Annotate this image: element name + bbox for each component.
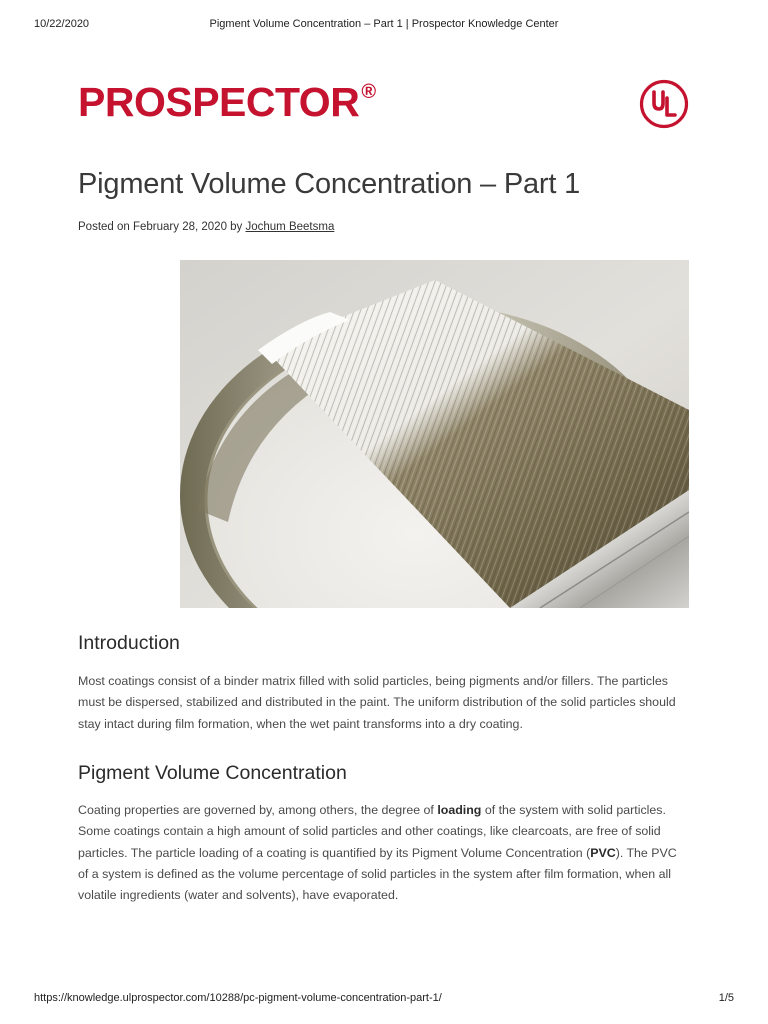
ul-logo-icon[interactable] <box>639 79 689 129</box>
section-heading-introduction: Introduction <box>78 632 180 654</box>
prospector-logo[interactable] <box>78 80 376 124</box>
pvc-text-part-1: Coating properties are governed by, among others, the degree of <box>78 803 438 817</box>
bold-term-loading: loading <box>437 803 482 817</box>
section-heading-pvc: Pigment Volume Concentration <box>78 762 347 784</box>
print-page-title: Pigment Volume Concentration – Part 1 | Prospector Knowledge Center <box>209 18 559 30</box>
post-date-text: Posted on February 28, 2020 by <box>78 221 246 233</box>
pvc-text-part-2: of the system with solid particles. Some coatings contain a high amount of solid particles and other coatings, like clearcoats, are free of solid particles. The particle loading of a coating is quantified by its Pigment Volume Concentration ( <box>78 803 666 860</box>
registered-mark: ® <box>361 81 377 103</box>
author-link[interactable]: Jochum Beetsma <box>245 221 335 233</box>
pvc-text-part-3: ). The PVC of a system is defined as the volume percentage of solid particles in the system after film formation, when all volatile ingredients (water and solvents), have evaporated. <box>78 845 677 903</box>
logo-text: PROSPECTOR <box>78 79 360 125</box>
print-page-number: 1/5 <box>718 992 734 1004</box>
print-url: https://knowledge.ulprospector.com/10288/pc-pigment-volume-concentration-part-1/ <box>34 992 442 1004</box>
introduction-paragraph: Most coatings consist of a binder matrix filled with solid particles, being pigments and/or fillers. The particles must be dispersed, stabilized and distributed in the paint. The uniform distribution of the solid particles should stay intact during film formation, when the wet paint transforms into a dry coating. <box>78 674 676 731</box>
post-meta <box>78 221 334 233</box>
pvc-paragraph <box>78 800 690 906</box>
print-date: 10/22/2020 <box>34 18 90 30</box>
bold-term-pvc: PVC <box>590 845 616 860</box>
post-title: Pigment Volume Concentration – Part 1 <box>78 168 580 200</box>
paintbrush-photo <box>180 260 689 608</box>
